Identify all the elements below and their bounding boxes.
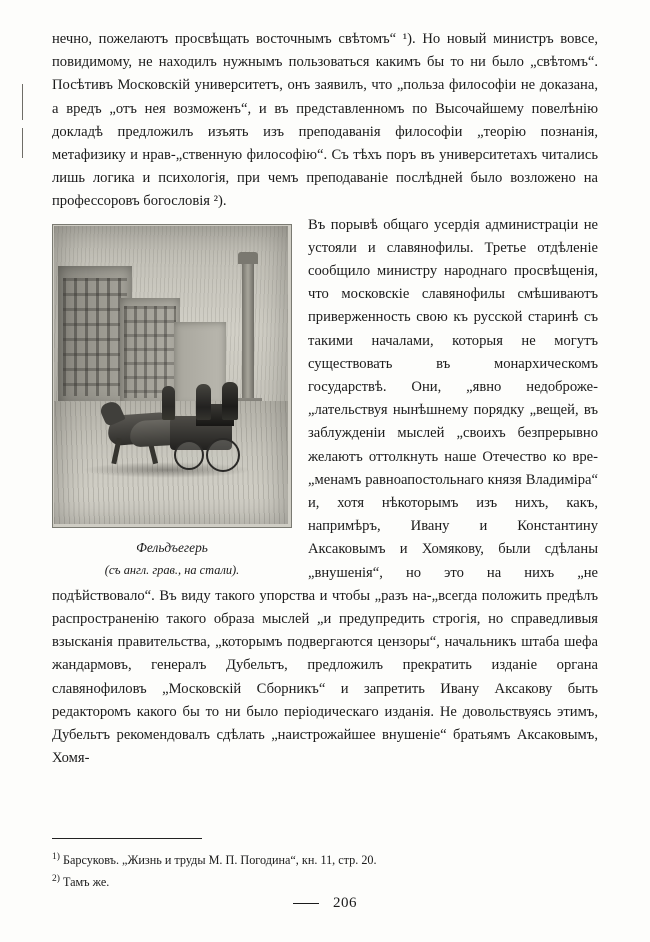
figure-frame — [52, 224, 292, 528]
paragraph-first: нечно, пожелаютъ просвѣщать восточнымъ свѣтомъ“ ¹). Но новый министръ вовсе, повидимому, не находилъ нужнымъ пользоваться какимъ бы то ни было „свѣтомъ“. Посѣтивъ Московскiй университетъ, онъ заявилъ, что „польза философiи не доказана, а вредъ „отъ нея возможенъ“, и въ представленномъ по Высочайшему повелѣнiю докладѣ предложилъ изъять изъ преподаванiя философiи „теорiю познанiя, метафизику и нрав-„ственную философiю“. Съ тѣхъ поръ въ университетахъ читались лишь логика и психологiя, при чемъ преподаванiе послѣдней было возложено на профессоровъ богословiя ²). — [52, 31, 598, 210]
figure-caption-sub: (съ англ. грав., на стали). — [104, 562, 240, 577]
figure-block — [52, 224, 292, 580]
footnote-text: Барсуковъ. „Жизнь и труды М. П. Погодина“, кн. 11, стр. 20. — [62, 853, 377, 868]
engraving-figure-passenger — [222, 382, 238, 420]
footnote-marker: 2) — [52, 874, 60, 885]
engraving-carriage-wheel-rear — [206, 438, 240, 472]
engraving-column — [242, 262, 254, 412]
footnotes-block — [52, 838, 598, 892]
engraving-image — [54, 226, 288, 524]
engraving-figure-driver — [162, 386, 175, 420]
figure-caption — [52, 538, 292, 580]
margin-rule-upper — [22, 84, 23, 120]
figure-caption-title: Фельдъегерь — [136, 539, 208, 555]
footnote-text: Тамъ же. — [62, 875, 110, 890]
footnote-item — [52, 848, 598, 869]
engraving-column-capital — [238, 252, 258, 264]
footnote-marker: 1) — [52, 852, 60, 862]
page-number-dash — [293, 903, 319, 905]
footnote-item — [52, 870, 598, 891]
engraving-carriage-wheel-front — [174, 440, 204, 470]
page-number — [0, 895, 650, 912]
paragraph-second: Въ порывѣ общаго усердiя администрацiи не устояли и славянофилы. Третье отдѣленiе сообщило министру народнаго просвѣщенiя, что московскiе славянофилы смѣшиваютъ приверженность свою къ русской старинѣ съ такими началами, которыя не могутъ существовать въ монархическомъ государствѣ. Они, „явно недоброже-„лательствуя нынѣшнему порядку „вещей, въ заблужденiи мыслей „своихъ безпрерывно желаютъ оттолкнуть наше Отечество ко вре-„менамъ равноапостольнаго князя Владимiра“ и, хотя нѣкоторымъ изъ нихъ, какъ, напримѣръ, Ивану и Константину Аксаковымъ и Хомякову, были сдѣланы „внушенiя“, но это на нихъ „не подѣйствовало“. Въ виду такого упорства и чтобы „разъ на-„всегда положить предѣлъ распространенiю такого образа мыслей „и предупредить строгiя, но справедливыя взысканiя правительства, „которымъ подвергаются цензоры“, начальникъ штаба шефа жандармовъ, генералъ Дубельтъ, предложилъ прекратить изданiе органа славянофиловъ „Московскiй Сборникъ“ и запретить Ивану Аксакову быть редакторомъ какого бы то ни было перiодическаго изданiя. Не довольствуясь этимъ, Дубельтъ рекомендовалъ сдѣлать „наистрожайшее внушенiе“ братьямъ Аксаковымъ, Хомя- — [52, 216, 598, 767]
margin-rule-lower — [22, 128, 23, 158]
engraving-figure-courier — [196, 384, 211, 420]
footnote-rule — [52, 838, 202, 839]
page-number-value: 206 — [333, 895, 357, 911]
page-content — [52, 28, 598, 771]
